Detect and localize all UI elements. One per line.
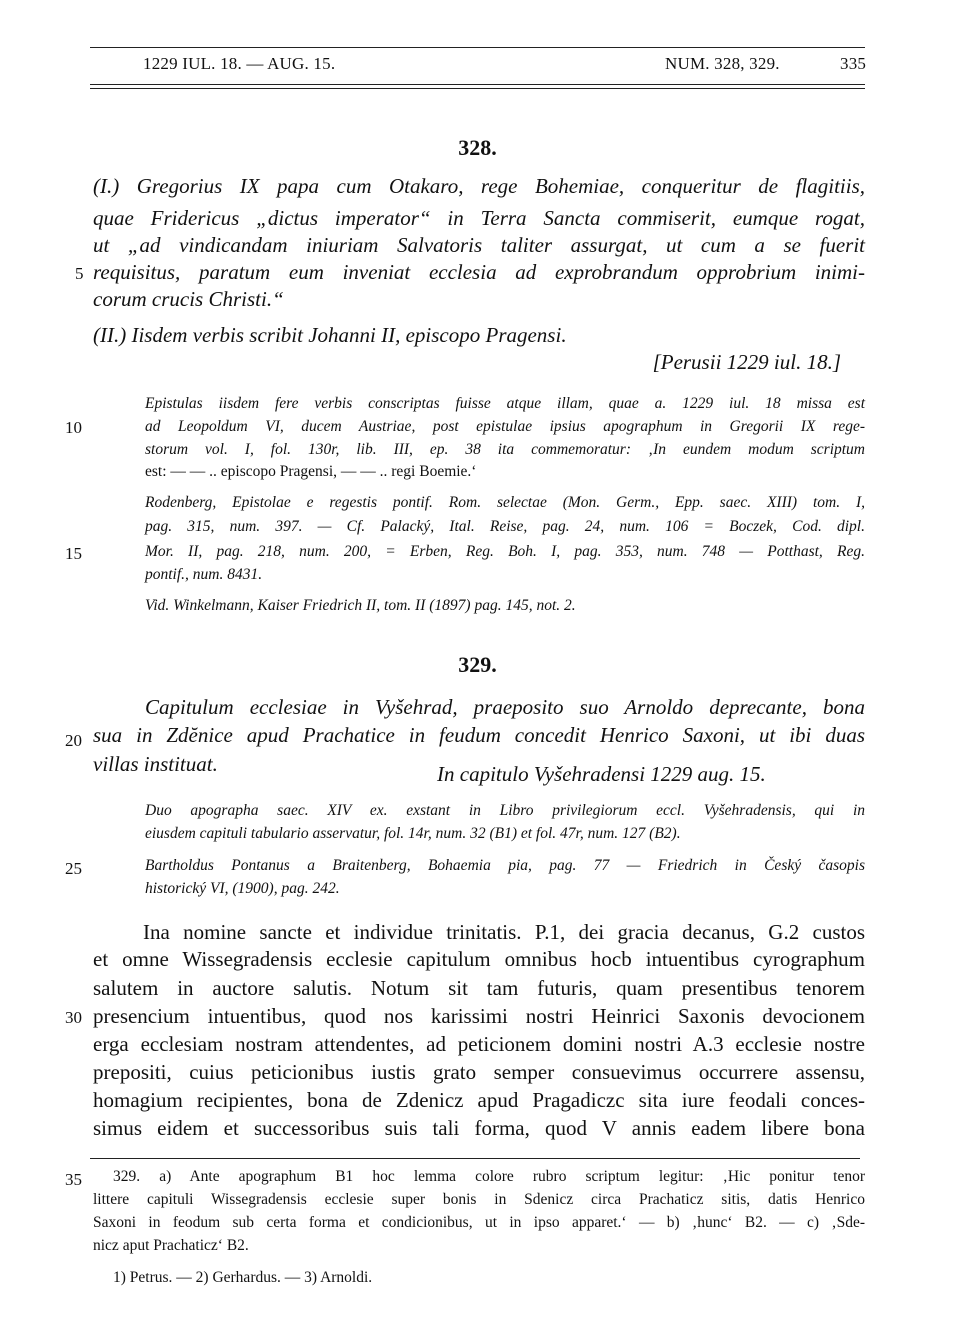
bibliography-329-line-1: Bartholdus Pontanus a Braitenberg, Bohaemia pia, pag. 77 — Friedrich in Český časopis xyxy=(145,857,865,874)
critical-footnote-line-3: Saxoni in feodum sub certa forma et condicionibus, ut in ipso apparet.‘ — b) ‚hunc‘ B2. — c) ‚Sde- xyxy=(93,1214,865,1231)
note-329-line-2: eiusdem capituli tabulario asservatur, fol. 14r, num. 32 (B1) et fol. 47r, num. 127 (B2). xyxy=(145,825,681,842)
note-328-line-4: est: — — .. episcopo Pragensi, — — .. regi Boemie.‘ xyxy=(145,463,477,480)
note-328-line-3: storum vol. I, fol. 130r, lib. III, ep. 38 ita commemoratur: ‚In eundem modum scriptum xyxy=(145,441,865,458)
header-bottom-rule xyxy=(90,84,865,85)
bibliography-328-line-4: pontif., num. 8431. xyxy=(145,566,263,583)
line-number-5: 5 xyxy=(75,264,84,283)
text-329-line-1: Ina nomine sancte et individue trinitatis. P.1, dei gracia decanus, G.2 custos xyxy=(143,920,865,944)
line-number-20: 20 xyxy=(65,731,82,750)
footnote-rule xyxy=(90,1158,860,1159)
place-date-328: [Perusii 1229 iul. 18.] xyxy=(652,350,841,374)
regest-329-line-3: villas instituat. xyxy=(93,752,218,776)
text-329-line-2: et omne Wissegradensis ecclesie capitulum omnibus hocb intuentibus cyrographum xyxy=(93,947,865,971)
regest-328-line-4: requisitus, paratum eum inveniat ecclesia ad exprobrandum opprobrium inimi- xyxy=(93,260,865,284)
regest-328-line-2: quae Fridericus „dictus imperator“ in Terra Sancta commiserit, eumque rogat, xyxy=(93,206,865,230)
historical-footnotes: 1) Petrus. — 2) Gerhardus. — 3) Arnoldi. xyxy=(113,1269,373,1286)
note-328-line-1: Epistulas iisdem fere verbis conscriptas fuisse atque illam, quae a. 1229 iul. 18 missa est xyxy=(145,395,865,412)
header-date-range: 1229 IUL. 18. — AUG. 15. xyxy=(143,54,336,73)
regest-328-line-3: ut „ad vindicandam iniuriam Salvatoris taliter assurgat, ut cum a se fuerit xyxy=(93,233,865,257)
note-328-line-2: ad Leopoldum VI, ducem Austriae, post epistulae ipsius apographum in Gregorii IX rege- xyxy=(145,418,865,435)
critical-footnote-line-4: nicz aput Prachaticz‘ B2. xyxy=(93,1237,249,1254)
line-number-35: 35 xyxy=(65,1170,82,1189)
place-date-329: In capitulo Vyšehradensi 1229 aug. 15. xyxy=(437,762,766,786)
bibliography-328-line-3: Mor. II, pag. 218, num. 200, = Erben, Reg. Boh. I, pag. 353, num. 748 — Potthast, Reg. xyxy=(145,543,865,560)
line-number-15: 15 xyxy=(65,544,82,563)
note-329-line-1: Duo apographa saec. XIV ex. exstant in Libro privilegiorum eccl. Vyšehradensis, qui in xyxy=(145,802,865,819)
text-329-line-8: simus eidem et successoribus suis tali forma, quod V annis eadem libere bona xyxy=(93,1116,865,1140)
document-number-329: 329. xyxy=(458,652,497,677)
bibliography-328-line-1: Rodenberg, Epistolae e regestis pontif. Rom. selectae (Mon. Germ., Epp. saec. XIII) tom. I, xyxy=(145,494,865,511)
regest-329-line-2: sua in Zdĕnice apud Prachatice in feudum concedit Henrico Saxoni, ut ibi duas xyxy=(93,723,865,747)
line-number-10: 10 xyxy=(65,418,82,437)
regest-328-line-5: corum crucis Christi.“ xyxy=(93,287,284,311)
text-329-line-7: homagium recipientes, bona de Zdenicz apud Pragadiczc sita iure feodali conces- xyxy=(93,1088,865,1112)
header-top-rule xyxy=(90,47,865,48)
header-bottom-rule-2 xyxy=(90,88,865,89)
text-329-line-5: erga ecclesiam nostram attendentes, ad peticionem domini nostri A.3 ecclesie nostre xyxy=(93,1032,865,1056)
header-page-number: 335 xyxy=(840,54,867,73)
critical-footnote-line-1: 329. a) Ante apographum B1 hoc lemma colore rubro scriptum legitur: ‚Hic ponitur tenor xyxy=(113,1168,865,1185)
bibliography-329-line-2: historický VI, (1900), pag. 242. xyxy=(145,880,340,897)
literature-328: Vid. Winkelmann, Kaiser Friedrich II, tom. II (1897) pag. 145, not. 2. xyxy=(145,597,576,614)
header-document-numbers: NUM. 328, 329. xyxy=(665,54,780,73)
text-329-line-4: presencium intuentibus, quod nos karissimi nostri Heinrici Saxonis devocionem xyxy=(93,1004,865,1028)
critical-footnote-line-2: littere capituli Wissegradensis ecclesie super bonis in Sdenicz circa Prachaticz sitis, datis Henrico xyxy=(93,1191,865,1208)
regest-328-part-2: (II.) Iisdem verbis scribit Johanni II, episcopo Pragensi. xyxy=(93,323,567,347)
bibliography-328-line-2: pag. 315, num. 397. — Cf. Palacký, Ital. Reise, pag. 24, num. 106 = Boczek, Cod. dipl. xyxy=(145,518,865,535)
line-number-30: 30 xyxy=(65,1008,82,1027)
text-329-line-3: salutem in auctore salutis. Notum sit tam futuris, quam presentibus tenorem xyxy=(93,976,865,1000)
regest-329-line-1: Capitulum ecclesiae in Vyšehrad, praeposito suo Arnoldo deprecante, bona xyxy=(145,695,865,719)
text-329-line-6: prepositi, cuius peticionibus iustis grato semper consuevimus occurrere assensu, xyxy=(93,1060,865,1084)
document-number-328: 328. xyxy=(458,135,497,160)
line-number-25: 25 xyxy=(65,859,82,878)
regest-328-line-1: (I.) Gregorius IX papa cum Otakaro, rege Bohemiae, conqueritur de flagitiis, xyxy=(93,174,865,198)
